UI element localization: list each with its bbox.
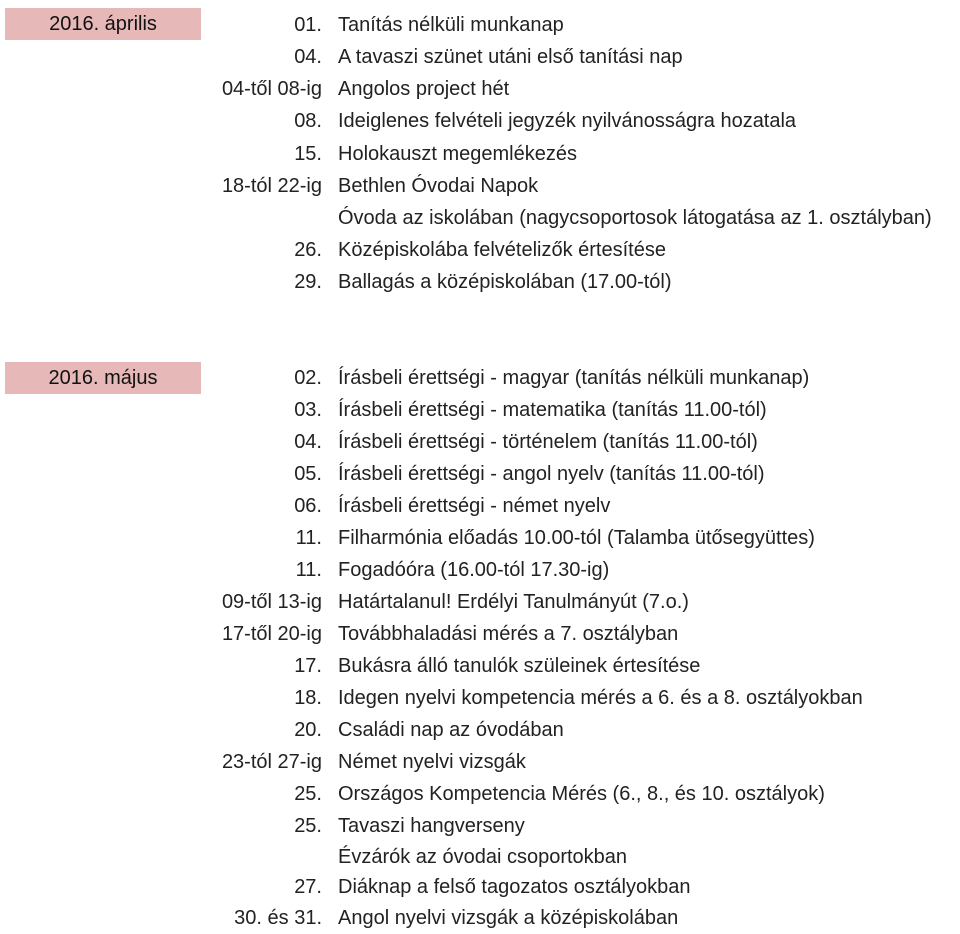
event-text: Középiskolába felvételizők értesítése <box>338 239 666 261</box>
event-date: 29. <box>294 271 322 293</box>
event-date: 06. <box>294 495 322 517</box>
event-text: Írásbeli érettségi - német nyelv <box>338 495 611 517</box>
event-date: 01. <box>294 14 322 36</box>
event-text: Tanítás nélküli munkanap <box>338 14 564 36</box>
event-text: Óvoda az iskolában (nagycsoportosok látogatása az 1. osztályban) <box>338 207 932 229</box>
event-text: Tavaszi hangverseny <box>338 815 525 837</box>
event-text: Angolos project hét <box>338 78 510 100</box>
event-date: 04. <box>294 46 322 68</box>
event-text: A tavaszi szünet utáni első tanítási nap <box>338 46 683 68</box>
event-text: Bethlen Óvodai Napok <box>338 175 539 197</box>
event-date: 03. <box>294 399 322 421</box>
month-label-may: 2016. május <box>5 362 201 394</box>
event-date: 18. <box>294 687 322 709</box>
event-text: Filharmónia előadás 10.00-tól (Talamba ütősegyüttes) <box>338 527 815 549</box>
event-text: Írásbeli érettségi - történelem (tanítás 11.00-tól) <box>338 431 758 453</box>
event-text: Családi nap az óvodában <box>338 719 564 741</box>
event-text: Írásbeli érettségi - angol nyelv (tanítás 11.00-tól) <box>338 463 765 485</box>
event-date: 09-től 13-ig <box>221 591 322 613</box>
event-date: 17-től 20-ig <box>221 623 322 645</box>
event-date: 17. <box>294 655 322 677</box>
event-date: 30. és 31. <box>234 907 322 929</box>
event-text: Bukásra álló tanulók szüleinek értesítése <box>338 655 701 677</box>
event-date: 11. <box>295 527 322 549</box>
event-date: 02. <box>294 367 322 389</box>
event-date: 25. <box>294 815 322 837</box>
event-text: Országos Kompetencia Mérés (6., 8., és 10. osztályok) <box>338 783 825 805</box>
event-date: 15. <box>294 143 322 165</box>
event-date: 11. <box>295 559 322 581</box>
event-text: Ideiglenes felvételi jegyzék nyilvánosságra hozatala <box>338 110 797 132</box>
event-date: 04-től 08-ig <box>221 78 322 100</box>
event-date: 04. <box>294 431 322 453</box>
event-text: Írásbeli érettségi - matematika (tanítás 11.00-tól) <box>338 399 767 421</box>
event-text: Fogadóóra (16.00-tól 17.30-ig) <box>338 559 610 581</box>
event-date: 23-tól 27-ig <box>221 751 322 773</box>
event-date: 26. <box>294 239 322 261</box>
event-text: Holokauszt megemlékezés <box>338 143 577 165</box>
event-text: Diáknap a felső tagozatos osztályokban <box>338 876 691 898</box>
event-text: Határtalanul! Erdélyi Tanulmányút (7.o.) <box>338 591 689 613</box>
event-date: 25. <box>294 783 322 805</box>
event-text: Angol nyelvi vizsgák a középiskolában <box>338 907 679 929</box>
event-date: 08. <box>294 110 322 132</box>
event-date: 20. <box>294 719 322 741</box>
event-date: 05. <box>294 463 322 485</box>
event-text: Ballagás a középiskolában (17.00-tól) <box>338 271 672 293</box>
event-text: Idegen nyelvi kompetencia mérés a 6. és a 8. osztályokban <box>338 687 863 709</box>
event-text: Német nyelvi vizsgák <box>338 751 526 773</box>
event-text: Évzárók az óvodai csoportokban <box>338 846 628 868</box>
event-text: Továbbhaladási mérés a 7. osztályban <box>338 623 679 645</box>
event-text: Írásbeli érettségi - magyar (tanítás nélküli munkanap) <box>338 367 810 389</box>
month-label-april: 2016. április <box>5 8 201 40</box>
event-date: 18-tól 22-ig <box>221 175 322 197</box>
event-date: 27. <box>294 876 322 898</box>
